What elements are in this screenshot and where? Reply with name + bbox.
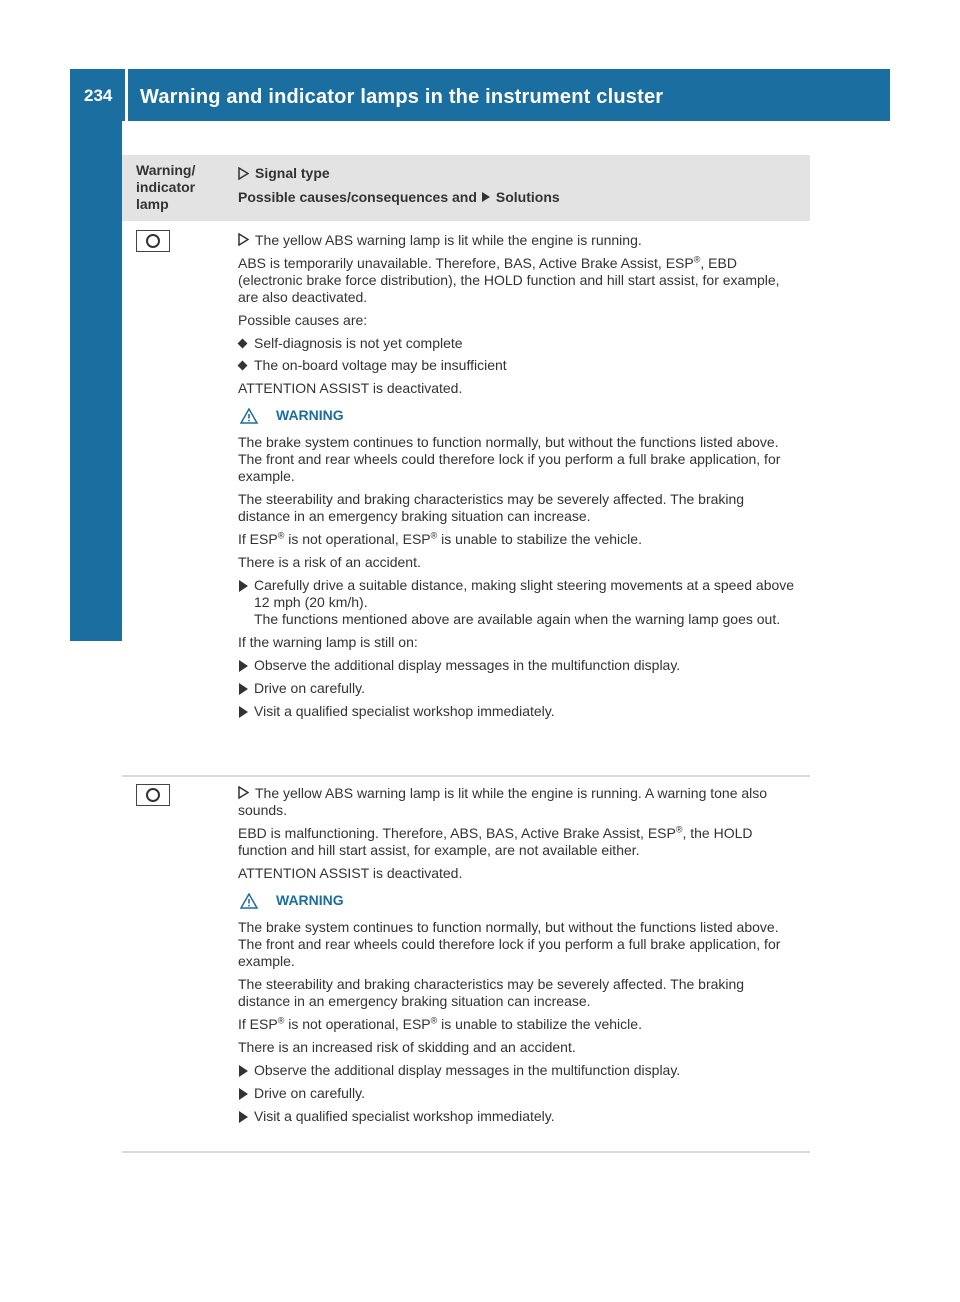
- registered-mark: ®: [430, 530, 438, 541]
- page-title: Warning and indicator lamps in the instrument cluster: [140, 86, 664, 108]
- side-tab-label: On-board computer and displays: [83, 231, 108, 577]
- registered-mark: ®: [277, 1015, 285, 1026]
- signal-type-icon: [238, 786, 249, 799]
- signal-text: The yellow ABS warning lamp is lit while the engine is running. A warning tone also sounds.: [238, 785, 768, 818]
- signal-text: The yellow ABS warning lamp is lit while the engine is running.: [255, 232, 642, 248]
- abs-lamp-symbol: [146, 234, 160, 248]
- abs-warning-lamp-icon: [136, 784, 170, 806]
- consequence-text: , the HOLD function and hill start assist, for example, are not available either.: [238, 825, 753, 858]
- action-arrow-icon: [239, 706, 248, 718]
- action-text: Observe the additional display messages in the multifunction display.: [254, 657, 681, 673]
- registered-mark: ®: [675, 824, 683, 835]
- signal-type-heading: Signal type: [255, 165, 330, 181]
- esp-text: is not operational, ESP: [284, 531, 431, 547]
- warning-heading: [240, 892, 798, 909]
- attention-text: ATTENTION ASSIST is deactivated.: [238, 380, 463, 396]
- esp-text: is not operational, ESP: [284, 1016, 431, 1032]
- esp-text: If ESP: [238, 531, 278, 547]
- action-step: [238, 577, 798, 628]
- abs-lamp-symbol: [146, 788, 160, 802]
- column-heading-signal: [238, 162, 560, 208]
- warning-text: The steerability and braking characteristics may be severely affected. The braking distance in an emergency braking situation can increase.: [238, 491, 745, 524]
- esp-text: If ESP: [238, 1016, 278, 1032]
- causes-heading: Possible causes/consequences and: [238, 189, 477, 205]
- action-step: [238, 703, 798, 720]
- action-step: [238, 1085, 798, 1102]
- causes-list: [238, 335, 798, 374]
- column-heading-lamp-line: Warning/: [136, 162, 196, 178]
- page-number: 234: [84, 86, 113, 105]
- warning-text: The steerability and braking characteristics may be severely affected. The braking distance in an emergency braking situation can increase.: [238, 976, 745, 1009]
- action-arrow-icon: [239, 580, 248, 592]
- solutions-heading: Solutions: [495, 189, 560, 205]
- action-step: [238, 680, 798, 697]
- action-step: [238, 657, 798, 674]
- action-note: The functions mentioned above are available again when the warning lamp goes out.: [254, 611, 781, 627]
- action-step: [238, 1108, 798, 1125]
- action-arrow-icon: [239, 683, 248, 695]
- action-step: [238, 1062, 798, 1079]
- action-text: Observe the additional display messages in the multifunction display.: [254, 1062, 681, 1078]
- solution-arrow-icon: [482, 192, 490, 202]
- esp-text: is unable to stabilize the vehicle.: [437, 1016, 642, 1032]
- signal-type-icon: [238, 167, 249, 180]
- warning-text: The brake system continues to function normally, but without the functions listed above. The front and rear wheels could therefore lock if you perform a full brake application, for example.: [238, 919, 781, 969]
- action-arrow-icon: [239, 1065, 248, 1077]
- warning-text: The brake system continues to function normally, but without the functions listed above. The front and rear wheels could therefore lock if you perform a full brake application, for example.: [238, 434, 781, 484]
- warning-label: WARNING: [276, 407, 344, 423]
- causes-intro: Possible causes are:: [238, 312, 368, 328]
- row2-content: [238, 785, 798, 1131]
- column-heading-lamp-line: lamp: [136, 196, 169, 212]
- action-text: Carefully drive a suitable distance, making slight steering movements at a speed above 12 mph (20 km/h).: [254, 577, 795, 610]
- registered-mark: ®: [430, 1015, 438, 1026]
- consequence-text: , EBD (electronic brake force distribution), the HOLD function and hill start assist, for example, are also deactivated.: [238, 255, 780, 305]
- warning-triangle-icon: [240, 408, 258, 424]
- row-divider: [122, 775, 810, 777]
- still-on-text: If the warning lamp is still on:: [238, 634, 418, 650]
- warning-heading: [240, 407, 798, 424]
- row-divider: [122, 1151, 810, 1153]
- action-arrow-icon: [239, 1088, 248, 1100]
- header-divider: [125, 69, 128, 121]
- consequence-text: ABS is temporarily unavailable. Therefore, BAS, Active Brake Assist, ESP: [238, 255, 694, 271]
- action-arrow-icon: [239, 660, 248, 672]
- action-text: Drive on carefully.: [254, 680, 366, 696]
- warning-label: WARNING: [276, 892, 344, 908]
- column-heading-lamp-line: indicator: [136, 179, 196, 195]
- action-arrow-icon: [239, 1111, 248, 1123]
- row1-content: [238, 232, 798, 726]
- registered-mark: ®: [277, 530, 285, 541]
- risk-text: There is an increased risk of skidding and an accident.: [238, 1039, 576, 1055]
- action-text: Drive on carefully.: [254, 1085, 366, 1101]
- list-item: Self-diagnosis is not yet complete: [238, 335, 798, 352]
- list-item: The on-board voltage may be insufficient: [238, 357, 798, 374]
- risk-text: There is a risk of an accident.: [238, 554, 421, 570]
- attention-text: ATTENTION ASSIST is deactivated.: [238, 865, 463, 881]
- signal-type-icon: [238, 233, 249, 246]
- action-text: Visit a qualified specialist workshop immediately.: [254, 703, 555, 719]
- consequence-text: EBD is malfunctioning. Therefore, ABS, BAS, Active Brake Assist, ESP: [238, 825, 676, 841]
- column-heading-lamp: [136, 162, 195, 213]
- registered-mark: ®: [693, 254, 701, 265]
- warning-triangle-icon: [240, 893, 258, 909]
- esp-text: is unable to stabilize the vehicle.: [437, 531, 642, 547]
- abs-warning-lamp-icon: [136, 230, 170, 252]
- action-text: Visit a qualified specialist workshop immediately.: [254, 1108, 555, 1124]
